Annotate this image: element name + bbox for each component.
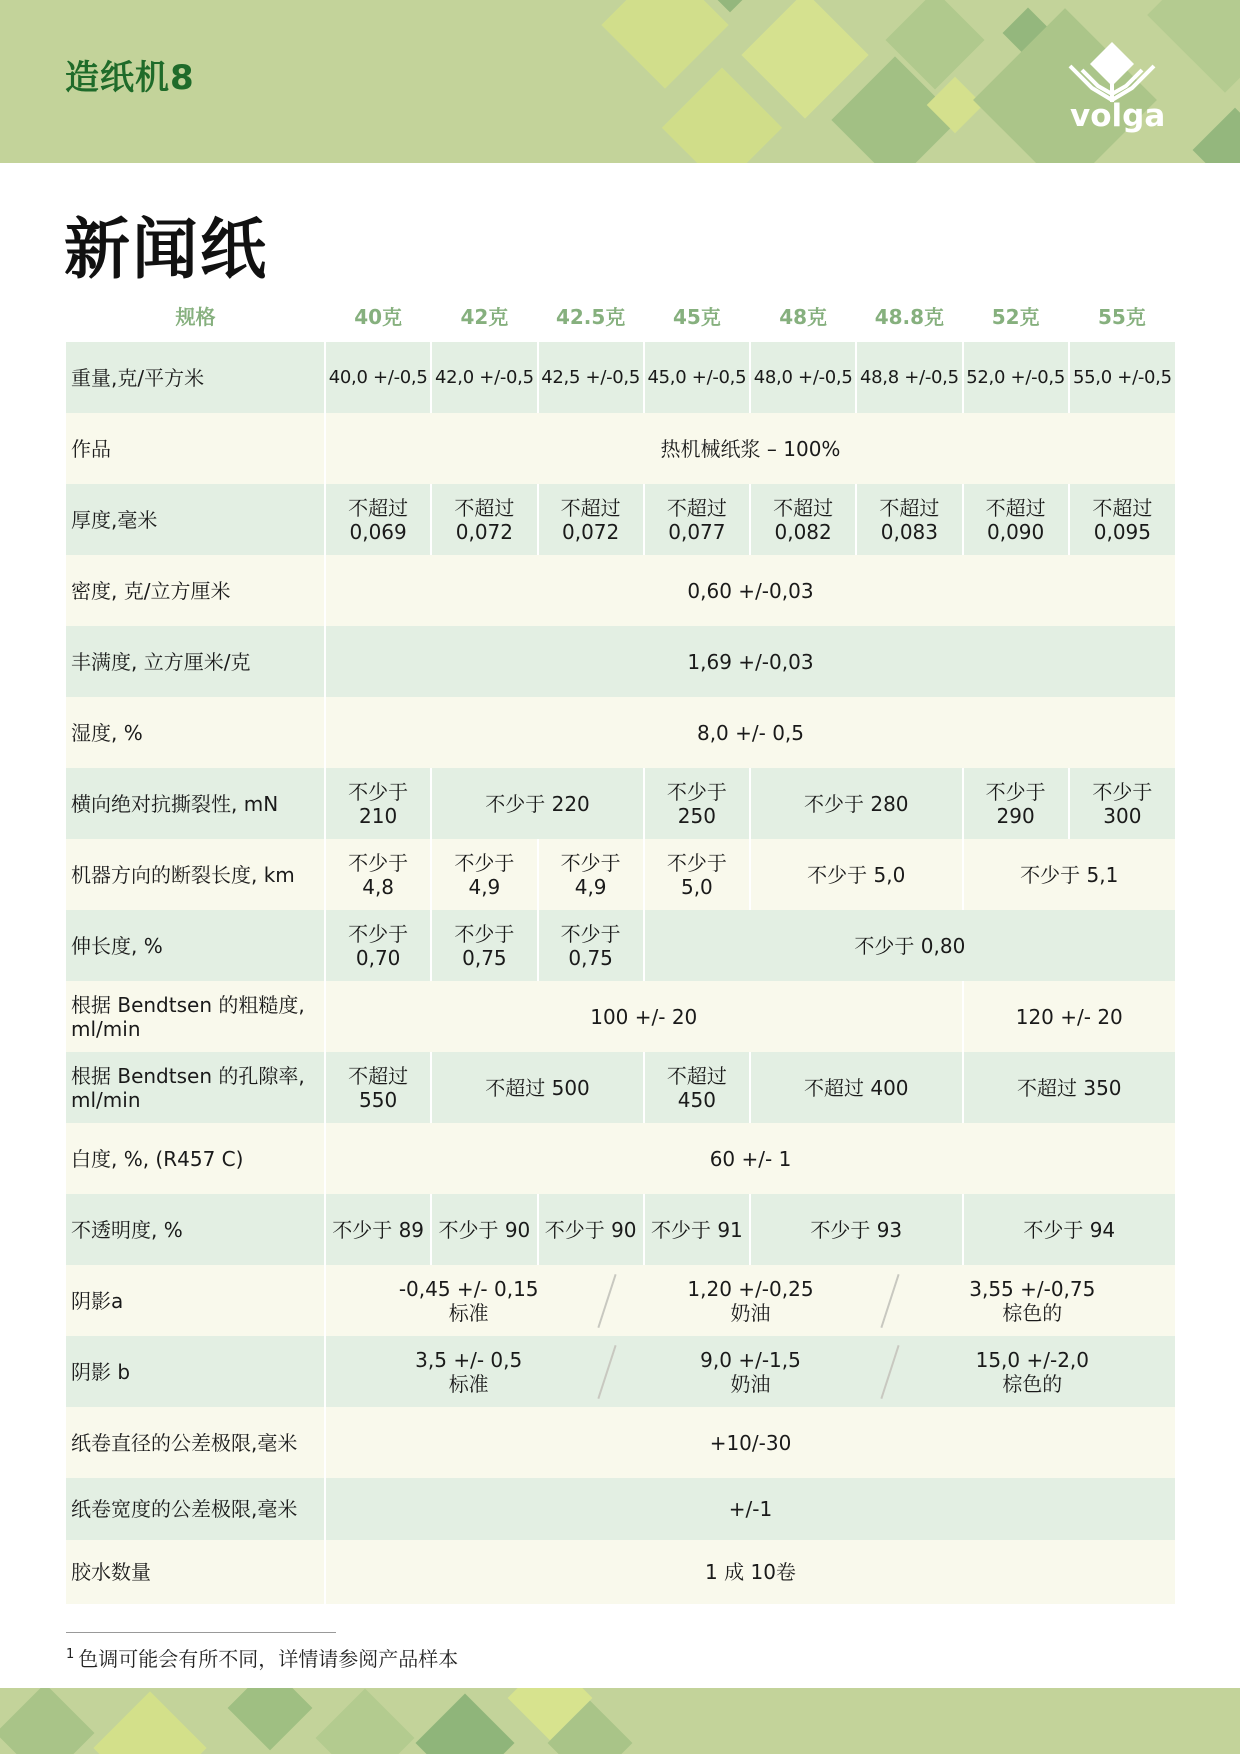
shade-option (892, 1348, 1173, 1396)
cell-prefix: 不超过 (985, 495, 1046, 520)
cell-value: 210 (359, 803, 398, 828)
table-cell: 55,0 +/-0,5 (1069, 342, 1175, 413)
table-cell: 8,0 +/- 0,5 (325, 697, 1175, 768)
shade-name: 奶油 (730, 1300, 771, 1325)
table-cell (325, 1052, 431, 1123)
column-header-spec: 规格 (66, 288, 325, 342)
shade-value: -0,45 +/- 0,15 (398, 1276, 539, 1301)
cell-value: 550 (359, 1087, 398, 1112)
shade-cell (325, 1336, 1175, 1407)
table-cell: 52,0 +/-0,5 (963, 342, 1069, 413)
table-cell (431, 839, 537, 910)
cell-value: 0,090 (986, 519, 1045, 544)
cell-value: 0,70 (355, 945, 401, 970)
table-cell (644, 1052, 750, 1123)
cell-prefix: 不超过 (666, 1063, 727, 1088)
shade-name: 标准 (448, 1300, 489, 1325)
column-header-grade: 52克 (963, 288, 1069, 342)
cell-value: 0,75 (462, 945, 507, 970)
cell-value: 0,072 (455, 519, 513, 544)
shade-value: 9,0 +/-1,5 (700, 1347, 801, 1372)
cell-prefix: 不少于 (348, 921, 409, 946)
table-cell: 0,60 +/-0,03 (325, 555, 1175, 626)
row-label: 湿度, % (66, 697, 325, 768)
table-row-roughness (66, 981, 1175, 1052)
column-header-grade: 42克 (431, 288, 537, 342)
shade-value: 3,55 +/-0,75 (969, 1276, 1096, 1301)
table-cell: +10/-30 (325, 1407, 1175, 1478)
cell-prefix: 不少于 (666, 779, 727, 804)
table-cell (325, 484, 431, 555)
shade-value: 3,5 +/- 0,5 (415, 1347, 523, 1372)
cell-value: 0,75 (568, 945, 613, 970)
cell-prefix: 不少于 (454, 850, 515, 875)
header-band (0, 0, 1240, 163)
column-header-grade: 42.5克 (538, 288, 644, 342)
shade-value: 15,0 +/-2,0 (975, 1347, 1090, 1372)
spec-table (66, 288, 1175, 1604)
table-cell: 60 +/- 1 (325, 1123, 1175, 1194)
shade-name: 奶油 (730, 1371, 771, 1396)
row-label: 重量,克/平方米 (66, 342, 325, 413)
table-cell: 42,5 +/-0,5 (538, 342, 644, 413)
cell-value: 4,9 (468, 874, 501, 899)
volga-logo-text: volga (1070, 98, 1166, 134)
shade-option (328, 1277, 609, 1325)
row-label: 横向绝对抗撕裂性, mN (66, 768, 325, 839)
cell-prefix: 不少于 (1092, 779, 1153, 804)
table-cell: 不少于 90 (431, 1194, 537, 1265)
shade-option (610, 1348, 891, 1396)
table-cell (325, 839, 431, 910)
table-row-density (66, 555, 1175, 626)
machine-title: 造纸机8 (65, 58, 195, 98)
footer-band (0, 1688, 1240, 1754)
table-row-opacity (66, 1194, 1175, 1265)
cell-prefix: 不少于 (666, 850, 727, 875)
table-cell: 不少于 220 (431, 768, 644, 839)
table-cell (856, 484, 962, 555)
table-cell: 1 成 10卷 (325, 1540, 1175, 1604)
row-label: 阴影a (66, 1265, 325, 1336)
table-header-row (66, 288, 1175, 342)
table-cell: 不少于 90 (538, 1194, 644, 1265)
column-header-grade: 40克 (325, 288, 431, 342)
row-label: 胶水数量 (66, 1540, 325, 1604)
cell-prefix: 不超过 (348, 1063, 409, 1088)
table-cell: 不少于 91 (644, 1194, 750, 1265)
cell-value: 4,8 (362, 874, 395, 899)
cell-value: 4,9 (574, 874, 607, 899)
column-header-grade: 48克 (750, 288, 856, 342)
table-cell (963, 768, 1069, 839)
cell-value: 5,0 (680, 874, 713, 899)
table-cell (538, 910, 644, 981)
table-cell (325, 768, 431, 839)
table-cell: 不超过 400 (750, 1052, 963, 1123)
row-label: 密度, 克/立方厘米 (66, 555, 325, 626)
shade-option (610, 1277, 891, 1325)
row-label: 伸长度, % (66, 910, 325, 981)
row-label: 厚度,毫米 (66, 484, 325, 555)
table-cell (644, 484, 750, 555)
cell-prefix: 不少于 (348, 779, 409, 804)
table-cell: 不少于 93 (750, 1194, 963, 1265)
table-row-elongation (66, 910, 1175, 981)
row-label: 纸卷宽度的公差极限,毫米 (66, 1478, 325, 1540)
table-cell: 100 +/- 20 (325, 981, 963, 1052)
row-label: 不透明度, % (66, 1194, 325, 1265)
table-cell: 不少于 280 (750, 768, 963, 839)
row-label: 纸卷直径的公差极限,毫米 (66, 1407, 325, 1478)
table-cell (644, 839, 750, 910)
column-header-grade: 45克 (644, 288, 750, 342)
table-cell: 40,0 +/-0,5 (325, 342, 431, 413)
table-cell: 不少于 89 (325, 1194, 431, 1265)
cell-prefix: 不少于 (560, 921, 621, 946)
table-row-bulk (66, 626, 1175, 697)
table-cell: 42,0 +/-0,5 (431, 342, 537, 413)
footer-pattern (0, 1688, 1240, 1754)
table-cell: 不少于 5,1 (963, 839, 1176, 910)
cell-value: 300 (1103, 803, 1142, 828)
table-row-brightness (66, 1123, 1175, 1194)
shade-name: 棕色的 (1002, 1300, 1063, 1325)
cell-value: 0,077 (668, 519, 726, 544)
table-cell: 不超过 500 (431, 1052, 644, 1123)
table-cell: 不少于 0,80 (644, 910, 1175, 981)
table-cell: 不少于 5,0 (750, 839, 963, 910)
cell-prefix: 不超过 (773, 495, 834, 520)
table-row-breaking-length (66, 839, 1175, 910)
cell-value: 0,083 (880, 519, 938, 544)
cell-prefix: 不少于 (454, 921, 515, 946)
shade-name: 标准 (448, 1371, 489, 1396)
table-row-roll-width (66, 1478, 1175, 1540)
table-row-thickness (66, 484, 1175, 555)
row-label: 根据 Bendtsen 的孔隙率, ml/min (66, 1052, 325, 1123)
row-label: 白度, %, (R457 C) (66, 1123, 325, 1194)
footnote-marker: 1 (66, 1647, 75, 1663)
row-label: 阴影 b (66, 1336, 325, 1407)
table-cell: 48,0 +/-0,5 (750, 342, 856, 413)
table-row-weight (66, 342, 1175, 413)
cell-prefix: 不超过 (454, 495, 515, 520)
column-header-grade: 55克 (1069, 288, 1175, 342)
cell-prefix: 不超过 (348, 495, 409, 520)
table-cell (538, 839, 644, 910)
table-cell: 不超过 350 (963, 1052, 1176, 1123)
row-label: 机器方向的断裂长度, km (66, 839, 325, 910)
table-cell: 1,69 +/-0,03 (325, 626, 1175, 697)
cell-prefix: 不少于 (560, 850, 621, 875)
shade-cell (325, 1265, 1175, 1336)
table-row-shade-b (66, 1336, 1175, 1407)
page-title: 新闻纸 (64, 211, 268, 288)
table-cell (750, 484, 856, 555)
table-row-porosity (66, 1052, 1175, 1123)
shade-option (892, 1277, 1173, 1325)
table-cell (1069, 768, 1175, 839)
shade-name: 棕色的 (1002, 1371, 1063, 1396)
cell-prefix: 不超过 (879, 495, 940, 520)
shade-option (328, 1348, 609, 1396)
footnote (66, 1643, 458, 1672)
footnote-rule (66, 1632, 336, 1633)
table-row-moisture (66, 697, 1175, 768)
table-cell: 120 +/- 20 (963, 981, 1176, 1052)
cell-value: 450 (677, 1087, 716, 1112)
table-cell (538, 484, 644, 555)
table-cell: +/-1 (325, 1478, 1175, 1540)
table-cell (325, 910, 431, 981)
cell-prefix: 不少于 (348, 850, 409, 875)
cell-value: 0,082 (774, 519, 832, 544)
table-row-splices (66, 1540, 1175, 1604)
cell-value: 0,072 (561, 519, 620, 544)
cell-prefix: 不超过 (560, 495, 621, 520)
table-row-composition (66, 413, 1175, 484)
table-cell (644, 768, 750, 839)
cell-value: 0,095 (1093, 519, 1151, 544)
cell-value: 0,069 (349, 519, 407, 544)
table-cell: 45,0 +/-0,5 (644, 342, 750, 413)
table-cell (431, 910, 537, 981)
row-label: 丰满度, 立方厘米/克 (66, 626, 325, 697)
cell-value: 250 (677, 803, 716, 828)
cell-prefix: 不超过 (666, 495, 727, 520)
cell-value: 290 (996, 803, 1035, 828)
table-row-roll-diameter (66, 1407, 1175, 1478)
table-cell (431, 484, 537, 555)
table-cell: 48,8 +/-0,5 (856, 342, 962, 413)
table-cell: 不少于 94 (963, 1194, 1176, 1265)
table-row-shade-a (66, 1265, 1175, 1336)
shade-value: 1,20 +/-0,25 (687, 1276, 814, 1301)
table-cell (963, 484, 1069, 555)
row-label: 作品 (66, 413, 325, 484)
cell-prefix: 不少于 (985, 779, 1046, 804)
column-header-grade: 48.8克 (856, 288, 962, 342)
row-label: 根据 Bendtsen 的粗糙度, ml/min (66, 981, 325, 1052)
table-row-tear-resistance (66, 768, 1175, 839)
table-cell: 热机械纸浆 – 100% (325, 413, 1175, 484)
footnote-text: 色调可能会有所不同，详情请参阅产品样本 (78, 1647, 459, 1671)
cell-prefix: 不超过 (1092, 495, 1153, 520)
table-cell (1069, 484, 1175, 555)
